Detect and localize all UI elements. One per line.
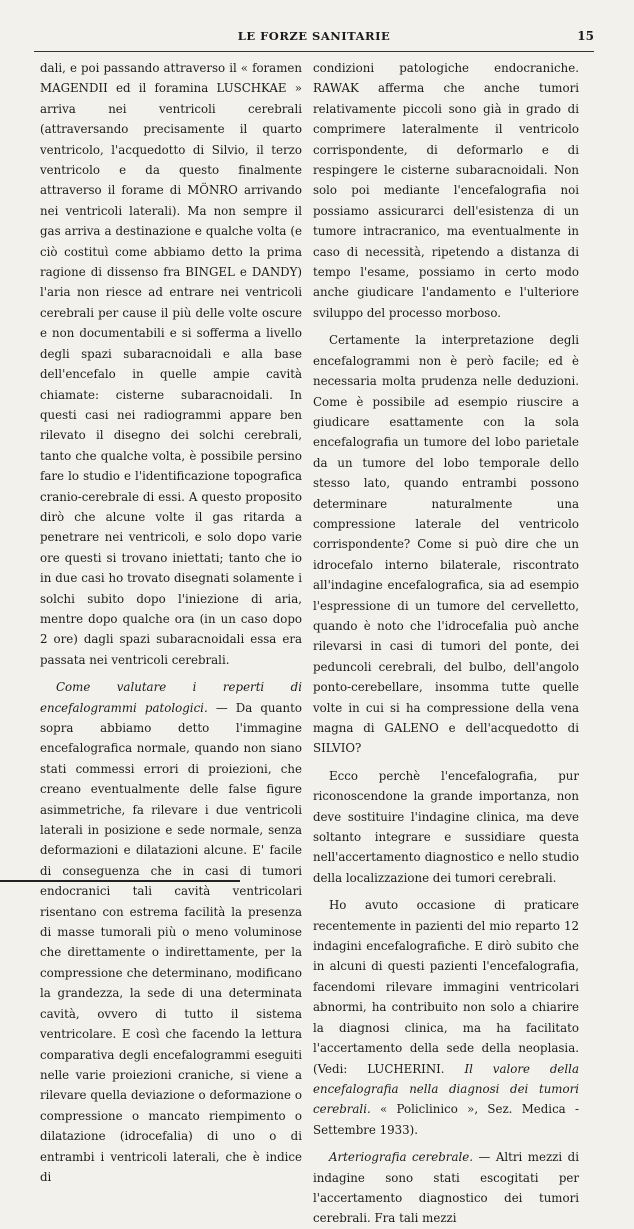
section-heading: Arteriografia cerebrale. [329,1150,473,1165]
footer-rule [0,880,240,882]
paragraph-body: — Altri mezzi di indagine sono stati escogitati per l'accertamento diagnostico dei tumori cerebrali. Fra tali mezzi [313,1150,579,1226]
paragraph-body: — Da quanto sopra abbiamo detto l'immagine encefalografica normale, quando non siano stati commessi errori di proiezioni, che creano eventualmente delle false figure asimmetriche, fa rilevare i due ventricoli laterali in posizione e sede normale, senza deformazioni e dilatazioni alcune. E' facile di conseguenza che in casi di tumori endocranici tali cavità ventricolari risentano con estrema facilità la presenza di masse tumorali più o meno voluminose che direttamente o indirettamente, per la compressione che determinano, modificano la grandezza, la sede di una determinata cavità, ovvero di tutto il sistema ventricolare. E così che facendo la lettura comparativa degli encefalogrammi eseguiti nelle varie proiezioni craniche, si viene a rilevare quella deviazione o deformazione o compressione o mancato riempimento o dilatazione (idrocefalia) di uno o di entrambi i ventricoli laterali, che è indice di [40,700,302,1184]
page-number: 15 [577,29,594,43]
paragraph [313,1147,579,1229]
running-header [34,29,594,49]
paragraph: Certamente la interpretazione degli encefalogrammi non è però facile; ed è necessaria molta prudenza nelle deduzioni. Come è possibile ad esempio riuscire a giudicare esattamente con la sola encefalografia un tumore del lobo parietale da un tumore del lobo temporale dello stesso lato, quando entrambi possono determinare naturalmente una compressione laterale del ventricolo corrispondente? Come si può dire che un idrocefalo interno bilaterale, riscontrato all'indagine encefalografica, sia ad esempio l'espressione di un tumore del cervelletto, quando è noto che l'idrocefalia può anche rilevarsi in casi di tumori del ponte, dei peduncoli cerebrali, del bulbo, dell'angolo ponto-cerebellare, insomma tutte quelle volte in cui si ha compressione della vena magna di GALENO e dell'acquedotto di SILVIO? [313,333,579,756]
paragraph: condizioni patologiche endocraniche. RAWAK afferma che anche tumori relativamente piccoli sono già in grado di comprimere lateralmente il ventricolo corrispondente, di deformarlo e di respingere le cisterne subaracnoidali. Non solo poi mediante l'encefalografia noi possiamo assicurarci dell'esistenza di un tumore intracranico, ma eventualmente in caso di necessità, ripetendo a distanza di tempo l'esame, possiamo in certo modo anche giudicare l'andamento e l'ulteriore sviluppo del processo morboso. [313,61,579,320]
section-heading: Come valutare i reperti di encefalogrammi patologici. [40,680,302,715]
citation-rest: « Policlinico », Sez. Medica - Settembre 1933). [313,1102,579,1137]
paragraph-body: Ho avuto occasione di praticare recentemente in pazienti del mio reparto 12 indagini encefalografiche. E dirò subito che in alcuni di questi pazienti l'encefalografia, facendomi rilevare immagini ventricolari abnormi, ha contribuito non solo a chiarire la diagnosi clinica, ma ha facilitato l'accertamento della sede della neoplasia. (Vedi: LUCHERINI. [313,898,579,1076]
paragraph: Ecco perchè l'encefalografia, pur riconoscendone la grande importanza, non deve sostituire l'indagine clinica, ma deve soltanto integrare e sussidiare questa nell'accertamento diagnostico e nello studio della localizzazione dei tumori cerebrali. [313,768,579,885]
right-column [313,58,579,1229]
paragraph [313,895,579,1140]
journal-title: LE FORZE SANITARIE [237,29,391,43]
paragraph [40,677,302,1187]
left-column [40,58,302,1187]
paragraph: dali, e poi passando attraverso il « foramen MAGENDII ed il foramina LUSCHKAE » arriva nei ventricoli cerebrali (attraversando precisamente il quarto ventricolo, l'acquedotto di Silvio, il terzo ventricolo e da questo finalmente attraverso il forame di MÖNRO arrivando nei ventricoli laterali). Ma non sempre il gas arriva a destinazione e qualche volta (e ciò costituì come abbiamo detto la prima ragione di dissenso fra BINGEL e DANDY) l'aria non riesce ad entrare nei ventricoli cerebrali per cause il più delle volte oscure e non documentabili e si sofferma a livello degli spazi subaracnoidali e alla base dell'encefalo in quelle ampie cavità chiamate: cisterne subaracnoidali. In questi casi nei radiogrammi appare ben rilevato il disegno dei solchi cerebrali, tanto che qualche volta, è possibile persino fare lo studio e l'identificazione topografica cranio-cerebrale di essi. A questo proposito dirò che alcune volte il gas ritarda a penetrare nei ventricoli, e solo dopo varie ore questi si trovano iniettati; tanto che io in due casi ho trovato disegnati solamente i solchi subito dopo l'iniezione di aria, mentre dopo qualche ora (in un caso dopo 2 ore) dagli spazi subaracnoidali essa era passata nei ventricoli cerebrali. [40,61,302,667]
header-rule [34,51,594,52]
citation-title: Il valore della encefalografia nella diagnosi dei tumori cerebrali. [313,1061,579,1117]
